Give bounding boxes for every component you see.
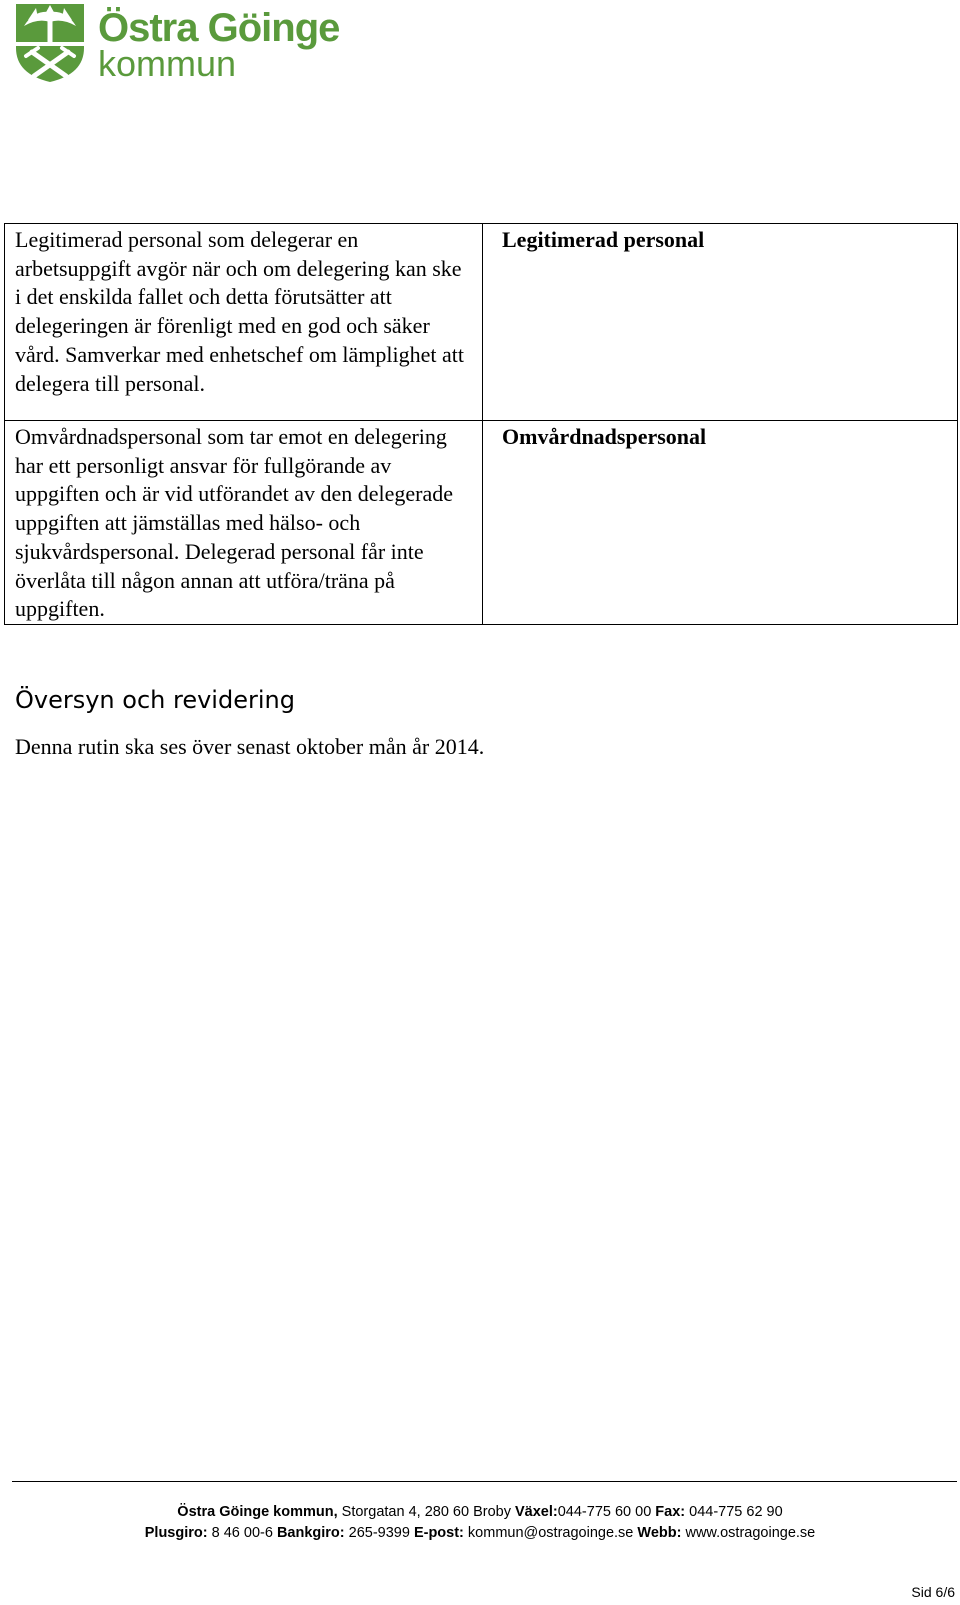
- table-row: [5, 224, 958, 421]
- role-cell: Omvårdnadspersonal: [483, 421, 958, 625]
- footer-address: Storgatan 4, 280 60 Broby: [341, 1504, 511, 1520]
- footer-fax-label: Fax:: [655, 1504, 686, 1520]
- footer-phone-label: Växel:: [515, 1504, 558, 1520]
- description-cell: Omvårdnadspersonal som tar emot en delegering har ett personligt ansvar för fullgörande av uppgiften och är vid utförandet av den delegerade uppgiften att jämställas med hälso- och sjukvårdspersonal. Delegerad personal får inte överlåta till någon annan att utföra/träna på uppgiften.: [5, 421, 483, 625]
- footer-bankgiro-label: Bankgiro:: [276, 1525, 345, 1541]
- municipality-logo: [14, 2, 339, 84]
- footer-web-label: Webb:: [637, 1525, 682, 1541]
- footer-line-2: [0, 1523, 960, 1543]
- footer-email-label: E-post:: [413, 1525, 464, 1541]
- section-text: Denna rutin ska ses över senast oktober mån år 2014.: [15, 734, 485, 759]
- footer-divider: [12, 1481, 957, 1482]
- table-row: [5, 421, 958, 625]
- footer-org: Östra Göinge kommun,: [177, 1504, 338, 1520]
- description-cell: Legitimerad personal som delegerar en arbetsuppgift avgör när och om delegering kan ske i det enskilda fallet och detta förutsätter att delegeringen är förenligt med en god och säker vård. Samverkar med enhetschef om lämplighet att delegera till personal.: [5, 224, 483, 421]
- footer-plusgiro-label: Plusgiro:: [144, 1525, 208, 1541]
- role-cell: Legitimerad personal: [483, 224, 958, 421]
- logo-subtitle: kommun: [98, 43, 237, 84]
- footer-line-1: [0, 1502, 960, 1522]
- delegation-table: [4, 223, 958, 625]
- footer-phone: 044-775 60 00: [557, 1504, 652, 1520]
- footer-fax: 044-775 62 90: [689, 1504, 783, 1520]
- footer-web-link[interactable]: www.ostragoinge.se: [685, 1525, 816, 1541]
- footer-email-link[interactable]: kommun@ostragoinge.se: [467, 1525, 634, 1541]
- logo-title: Östra Göinge: [98, 6, 340, 50]
- page-number: Sid 6/6: [911, 1584, 955, 1600]
- coat-of-arms-icon: [14, 2, 86, 84]
- footer-plusgiro: 8 46 00-6: [211, 1525, 273, 1541]
- section-heading: Översyn och revidering: [15, 686, 295, 714]
- footer-bankgiro: 265-9399: [348, 1525, 410, 1541]
